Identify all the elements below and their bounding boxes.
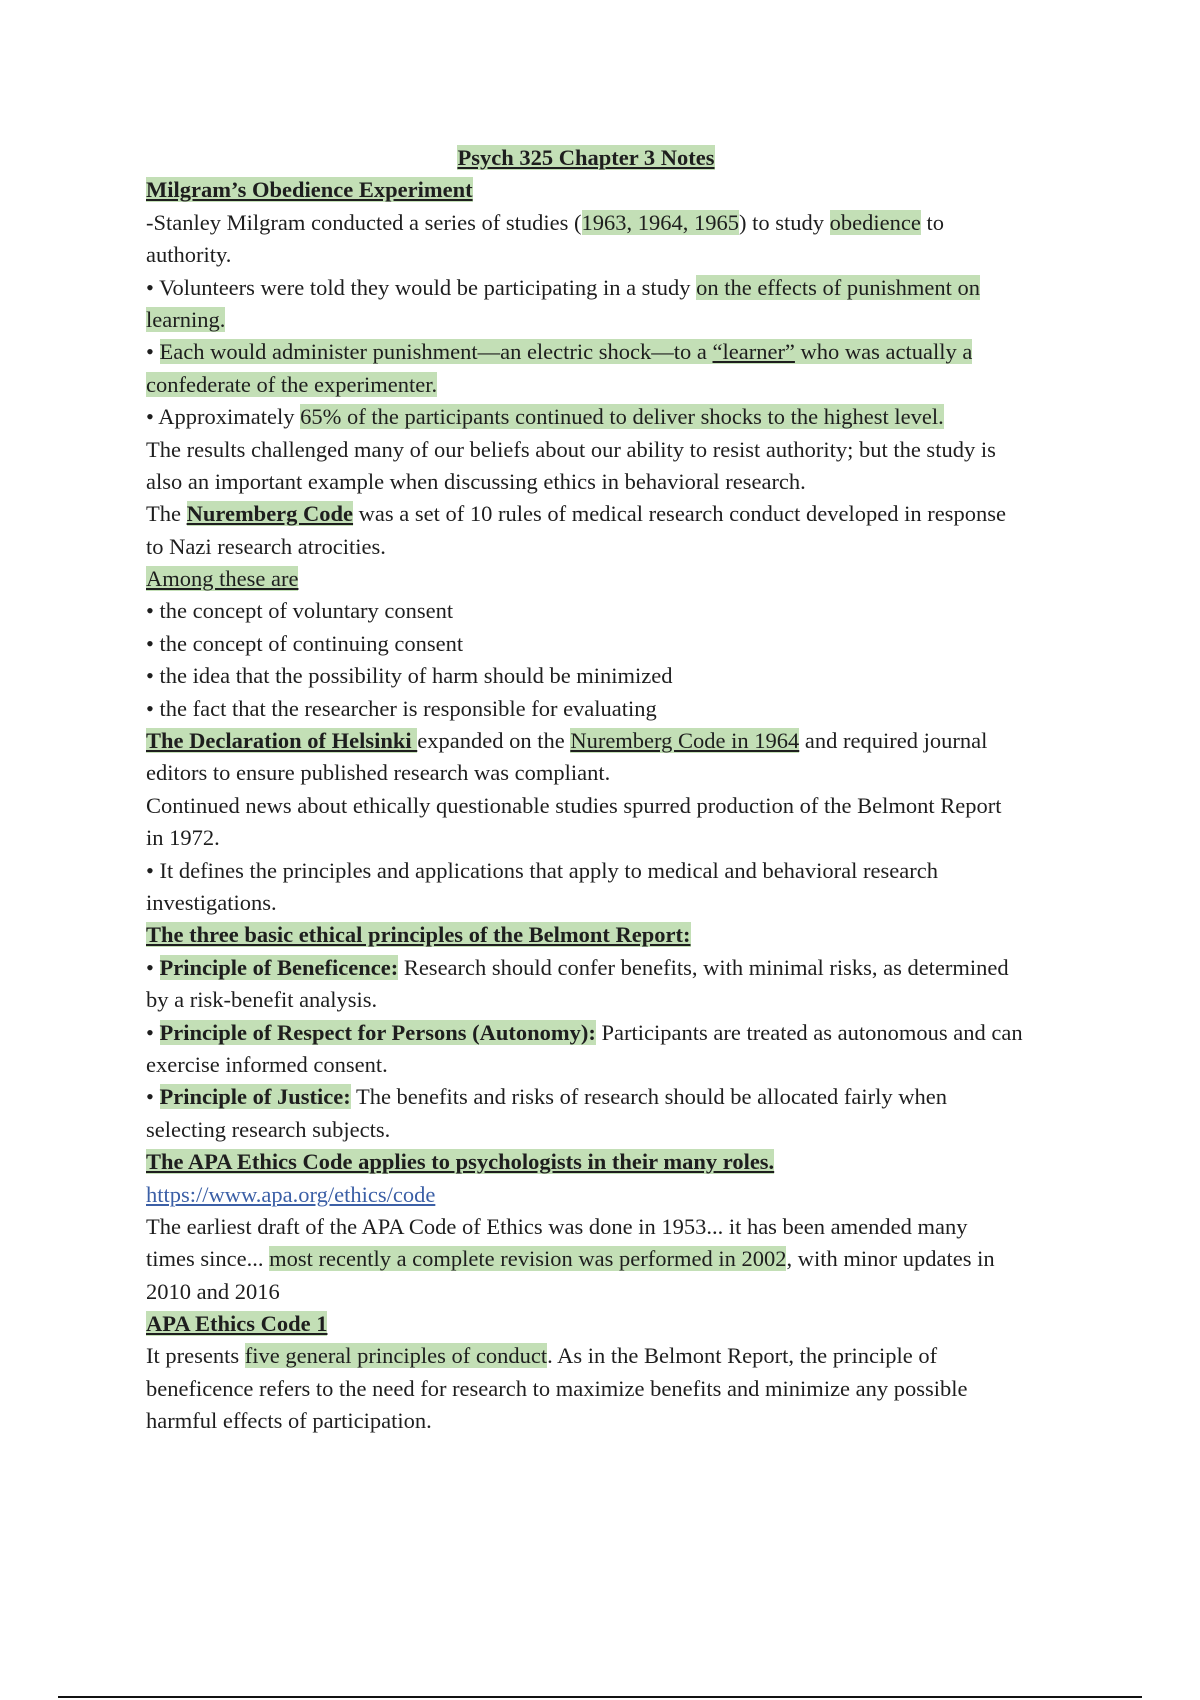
helsinki-text: editors to ensure published research was compliant. bbox=[146, 760, 611, 786]
helsinki-term: The Declaration of Helsinki bbox=[146, 728, 418, 754]
milgram-text: The results challenged many of our beliefs about our ability to resist authority; but the study is bbox=[146, 436, 996, 462]
apa-text: , with minor updates in bbox=[786, 1246, 995, 1272]
milgram-highlight: 65% of the participants continued to deliver shocks to the highest level. bbox=[300, 404, 944, 430]
apa-highlight: five general principles of conduct bbox=[244, 1343, 548, 1369]
belmont-principle-1-cont bbox=[146, 984, 1096, 1016]
belmont-principle-3 bbox=[146, 1081, 1096, 1113]
beneficence-label: Principle of Beneficence: bbox=[159, 954, 399, 980]
list-item bbox=[146, 595, 1096, 627]
apa-code1-line-3 bbox=[146, 1405, 1096, 1437]
helsinki-line-3 bbox=[146, 790, 1096, 822]
helsinki-line-2 bbox=[146, 757, 1096, 789]
milgram-line-6 bbox=[146, 369, 1096, 401]
milgram-heading-line bbox=[146, 174, 1096, 206]
belmont-principle-3-cont bbox=[146, 1114, 1096, 1146]
apa-text: beneficence refers to the need for research to maximize benefits and minimize any possible bbox=[146, 1375, 968, 1401]
respect-label: Principle of Respect for Persons (Autonomy): bbox=[159, 1019, 596, 1045]
apa-line-2 bbox=[146, 1243, 1096, 1275]
apa-code1-line-2 bbox=[146, 1373, 1096, 1405]
apa-heading-line bbox=[146, 1146, 1096, 1178]
milgram-text: • bbox=[146, 339, 160, 365]
nuremberg-line-1 bbox=[146, 498, 1096, 530]
milgram-highlight: confederate of the experimenter. bbox=[146, 371, 438, 397]
milgram-line-9 bbox=[146, 466, 1096, 498]
nuremberg-bullet: • the concept of continuing consent bbox=[146, 630, 464, 656]
milgram-text: ) to study bbox=[739, 209, 830, 235]
nuremberg-text: to Nazi research atrocities. bbox=[146, 533, 386, 559]
justice-label: Principle of Justice: bbox=[159, 1084, 351, 1110]
helsinki-text: Continued news about ethically questionable studies spurred production of the Belmont Report bbox=[146, 792, 1002, 818]
milgram-line-2 bbox=[146, 239, 1096, 271]
bullet: • bbox=[146, 954, 160, 980]
helsinki-line-1 bbox=[146, 725, 1096, 757]
apa-text: times since... bbox=[146, 1246, 270, 1272]
helsinki-line-6 bbox=[146, 887, 1096, 919]
nuremberg-text: The bbox=[146, 501, 187, 527]
respect-text: Participants are treated as autonomous and can bbox=[595, 1019, 1023, 1045]
milgram-text: to bbox=[920, 209, 944, 235]
belmont-principle-2 bbox=[146, 1017, 1096, 1049]
list-item bbox=[146, 628, 1096, 660]
nuremberg-bullet: • the idea that the possibility of harm should be minimized bbox=[146, 663, 673, 689]
milgram-learner: “learner” bbox=[712, 339, 795, 365]
belmont-heading: The three basic ethical principles of the Belmont Report: bbox=[146, 922, 691, 948]
apa-code1-line-1 bbox=[146, 1340, 1096, 1372]
milgram-highlight: who was actually a bbox=[794, 339, 973, 365]
milgram-highlight: Each would administer punishment—an electric shock—to a bbox=[159, 339, 713, 365]
milgram-line-8 bbox=[146, 434, 1096, 466]
document-title: Psych 325 Chapter 3 Notes bbox=[457, 145, 715, 170]
apa-text: It presents bbox=[146, 1343, 245, 1369]
respect-text: exercise informed consent. bbox=[146, 1051, 388, 1077]
helsinki-text: expanded on the bbox=[417, 728, 571, 754]
milgram-obedience: obedience bbox=[829, 209, 921, 235]
justice-text: The benefits and risks of research should be allocated fairly when bbox=[350, 1084, 947, 1110]
helsinki-line-4 bbox=[146, 822, 1096, 854]
belmont-heading-line bbox=[146, 919, 1096, 951]
nuremberg-bullet: • the concept of voluntary consent bbox=[146, 598, 454, 624]
helsinki-nuremberg-1964: Nuremberg Code in 1964 bbox=[570, 728, 800, 754]
helsinki-text: investigations. bbox=[146, 889, 277, 915]
milgram-text: • Approximately bbox=[146, 404, 301, 430]
milgram-text: • Volunteers were told they would be participating in a study bbox=[146, 274, 697, 300]
helsinki-text: • It defines the principles and applications that apply to medical and behavioral research bbox=[146, 857, 938, 883]
beneficence-text: Research should confer benefits, with minimal risks, as determined bbox=[398, 954, 1009, 980]
apa-heading: The APA Ethics Code applies to psychologists in their many roles. bbox=[146, 1149, 775, 1175]
helsinki-text: in 1972. bbox=[146, 825, 220, 851]
nuremberg-bullet: • the fact that the researcher is responsible for evaluating bbox=[146, 695, 657, 721]
list-item bbox=[146, 660, 1096, 692]
bullet: • bbox=[146, 1019, 160, 1045]
helsinki-line-5 bbox=[146, 855, 1096, 887]
page-bottom-rule bbox=[58, 1696, 1142, 1698]
apa-code1-heading: APA Ethics Code 1 bbox=[146, 1311, 328, 1337]
nuremberg-text: was a set of 10 rules of medical research conduct developed in response bbox=[353, 501, 1006, 527]
apa-text: harmful effects of participation. bbox=[146, 1408, 432, 1434]
milgram-line-7 bbox=[146, 401, 1096, 433]
milgram-line-5 bbox=[146, 336, 1096, 368]
milgram-text: authority. bbox=[146, 242, 232, 268]
milgram-line-1 bbox=[146, 207, 1096, 239]
milgram-years: 1963, 1964, 1965 bbox=[581, 209, 740, 235]
milgram-highlight: learning. bbox=[146, 306, 226, 332]
apa-text: The earliest draft of the APA Code of Ethics was done in 1953... it has been amended many bbox=[146, 1213, 968, 1239]
helsinki-text: and required journal bbox=[799, 728, 988, 754]
nuremberg-among-line bbox=[146, 563, 1096, 595]
justice-text: selecting research subjects. bbox=[146, 1116, 391, 1142]
document-page bbox=[146, 142, 1096, 1438]
milgram-text: -Stanley Milgram conducted a series of studies ( bbox=[146, 209, 582, 235]
apa-code1-heading-line bbox=[146, 1308, 1096, 1340]
milgram-highlight: on the effects of punishment on bbox=[696, 274, 980, 300]
list-item bbox=[146, 693, 1096, 725]
bullet: • bbox=[146, 1084, 160, 1110]
milgram-line-4 bbox=[146, 304, 1096, 336]
milgram-line-3 bbox=[146, 272, 1096, 304]
nuremberg-line-2 bbox=[146, 531, 1096, 563]
apa-line-3 bbox=[146, 1276, 1096, 1308]
apa-text: . As in the Belmont Report, the principle of bbox=[547, 1343, 938, 1369]
title-line bbox=[146, 142, 1096, 174]
milgram-text: also an important example when discussing ethics in behavioral research. bbox=[146, 468, 806, 494]
nuremberg-code-term: Nuremberg Code bbox=[186, 501, 354, 527]
apa-line-1 bbox=[146, 1211, 1096, 1243]
apa-highlight: most recently a complete revision was performed in 2002 bbox=[269, 1246, 787, 1272]
milgram-heading: Milgram’s Obedience Experiment bbox=[146, 177, 473, 203]
apa-link-line bbox=[146, 1179, 1096, 1211]
apa-ethics-link[interactable]: https://www.apa.org/ethics/code bbox=[146, 1181, 436, 1207]
nuremberg-among: Among these are bbox=[146, 566, 299, 592]
belmont-principle-2-cont bbox=[146, 1049, 1096, 1081]
belmont-principle-1 bbox=[146, 952, 1096, 984]
apa-text: 2010 and 2016 bbox=[146, 1278, 280, 1304]
beneficence-text: by a risk-benefit analysis. bbox=[146, 987, 378, 1013]
